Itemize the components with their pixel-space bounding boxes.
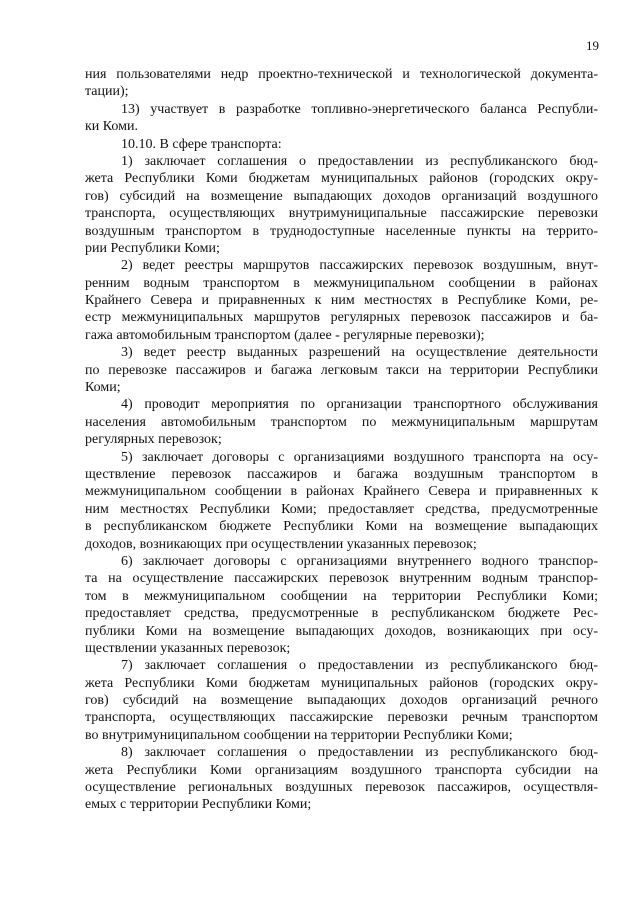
text-line: 5) заключает договоры с организациями воздушного транспорта на осу-	[121, 449, 598, 465]
text-line: том в межмуниципальном сообщении на территории Республики Коми;	[85, 588, 598, 604]
text-line: та на осуществление пассажирских перевозок внутренним водным транспор-	[85, 571, 598, 587]
text-line: естр межмуниципальных маршрутов регулярных перевозок пассажиров и ба-	[85, 310, 598, 326]
text-line: доходов, возникающих при осуществлении указанных перевозок;	[85, 536, 477, 552]
text-line: 10.10. В сфере транспорта:	[121, 136, 282, 152]
text-line: транспорта, осуществляющих пассажирские перевозки речным транспортом	[85, 710, 598, 726]
text-line: Крайнего Севера и приравненных к ним местностях в Республике Коми, ре-	[85, 293, 598, 309]
text-line: 2) ведет реестры маршрутов пассажирских перевозок воздушным, внут-	[121, 258, 598, 274]
text-line: 3) ведет реестр выданных разрешений на осуществление деятельности	[121, 345, 598, 361]
text-line: предоставляет средства, предусмотренные в республиканском бюджете Рес-	[85, 606, 598, 622]
document-body	[85, 66, 598, 814]
text-line: публики Коми на возмещение выпадающих доходов, возникающих при осу-	[85, 623, 598, 639]
text-line: 7) заключает соглашения о предоставлении из республиканского бюд-	[121, 658, 598, 674]
text-line: во внутримуниципальном сообщении на территории Республики Коми;	[85, 727, 513, 743]
text-line: ренним водным транспортом в межмуниципальном сообщении в районах	[85, 275, 598, 291]
text-line: в республиканском бюджете Республики Коми на возмещение выпадающих	[85, 519, 598, 535]
text-line: воздушным транспортом в труднодоступные населенные пункты на террито-	[85, 223, 598, 239]
text-line: гов) субсидий на возмещение выпадающих доходов организаций воздушного	[85, 188, 598, 204]
text-line: жета Республики Коми бюджетам муниципальных районов (городских окру-	[85, 675, 598, 691]
text-line: межмуниципальном сообщении в районах Крайнего Севера и приравненных к	[85, 484, 598, 500]
text-line: емых с территории Республики Коми;	[85, 797, 312, 813]
text-line: тации);	[85, 84, 129, 100]
text-line: осуществление региональных воздушных перевозок пассажиров, осуществля-	[85, 780, 598, 796]
text-line: 4) проводит мероприятия по организации транспортного обслуживания	[121, 397, 598, 413]
text-line: 13) участвует в разработке топливно-энергетического баланса Республи-	[121, 101, 598, 117]
text-line: ществлении указанных перевозок;	[85, 640, 291, 656]
text-line: 6) заключает договоры с организациями внутреннего водного транспор-	[121, 553, 598, 569]
text-line: населения автомобильным транспортом по межмуниципальным маршрутам	[85, 414, 598, 430]
text-line: ки Коми.	[85, 119, 139, 135]
text-line: регулярных перевозок;	[85, 432, 222, 448]
text-line: гажа автомобильным транспортом (далее - регулярные перевозки);	[85, 327, 485, 343]
text-line: гов) субсидий на возмещение выпадающих доходов организаций речного	[85, 693, 598, 709]
text-line: по перевозке пассажиров и багажа легковым такси на территории Республики	[85, 362, 598, 378]
text-line: 8) заключает соглашения о предоставлении из республиканского бюд-	[121, 745, 598, 761]
text-line: ществление перевозок пассажиров и багажа воздушным транспортом в	[85, 466, 598, 482]
text-line: рии Республики Коми;	[85, 240, 220, 256]
text-line: ния пользователями недр проектно-технической и технологической документа-	[85, 67, 598, 82]
text-line: ним местностях Республики Коми; предоставляет средства, предусмотренные	[85, 501, 598, 517]
text-line: жета Республики Коми бюджетам муниципальных районов (городских окру-	[85, 171, 598, 187]
text-line: Коми;	[85, 380, 121, 396]
text-line: жета Республики Коми организациям воздушного транспорта субсидии на	[85, 762, 598, 778]
text-line: транспорта, осуществляющих внутримуниципальные пассажирские перевозки	[85, 206, 598, 222]
text-line: 1) заключает соглашения о предоставлении из республиканского бюд-	[121, 153, 598, 169]
page-number: 19	[586, 38, 599, 53]
